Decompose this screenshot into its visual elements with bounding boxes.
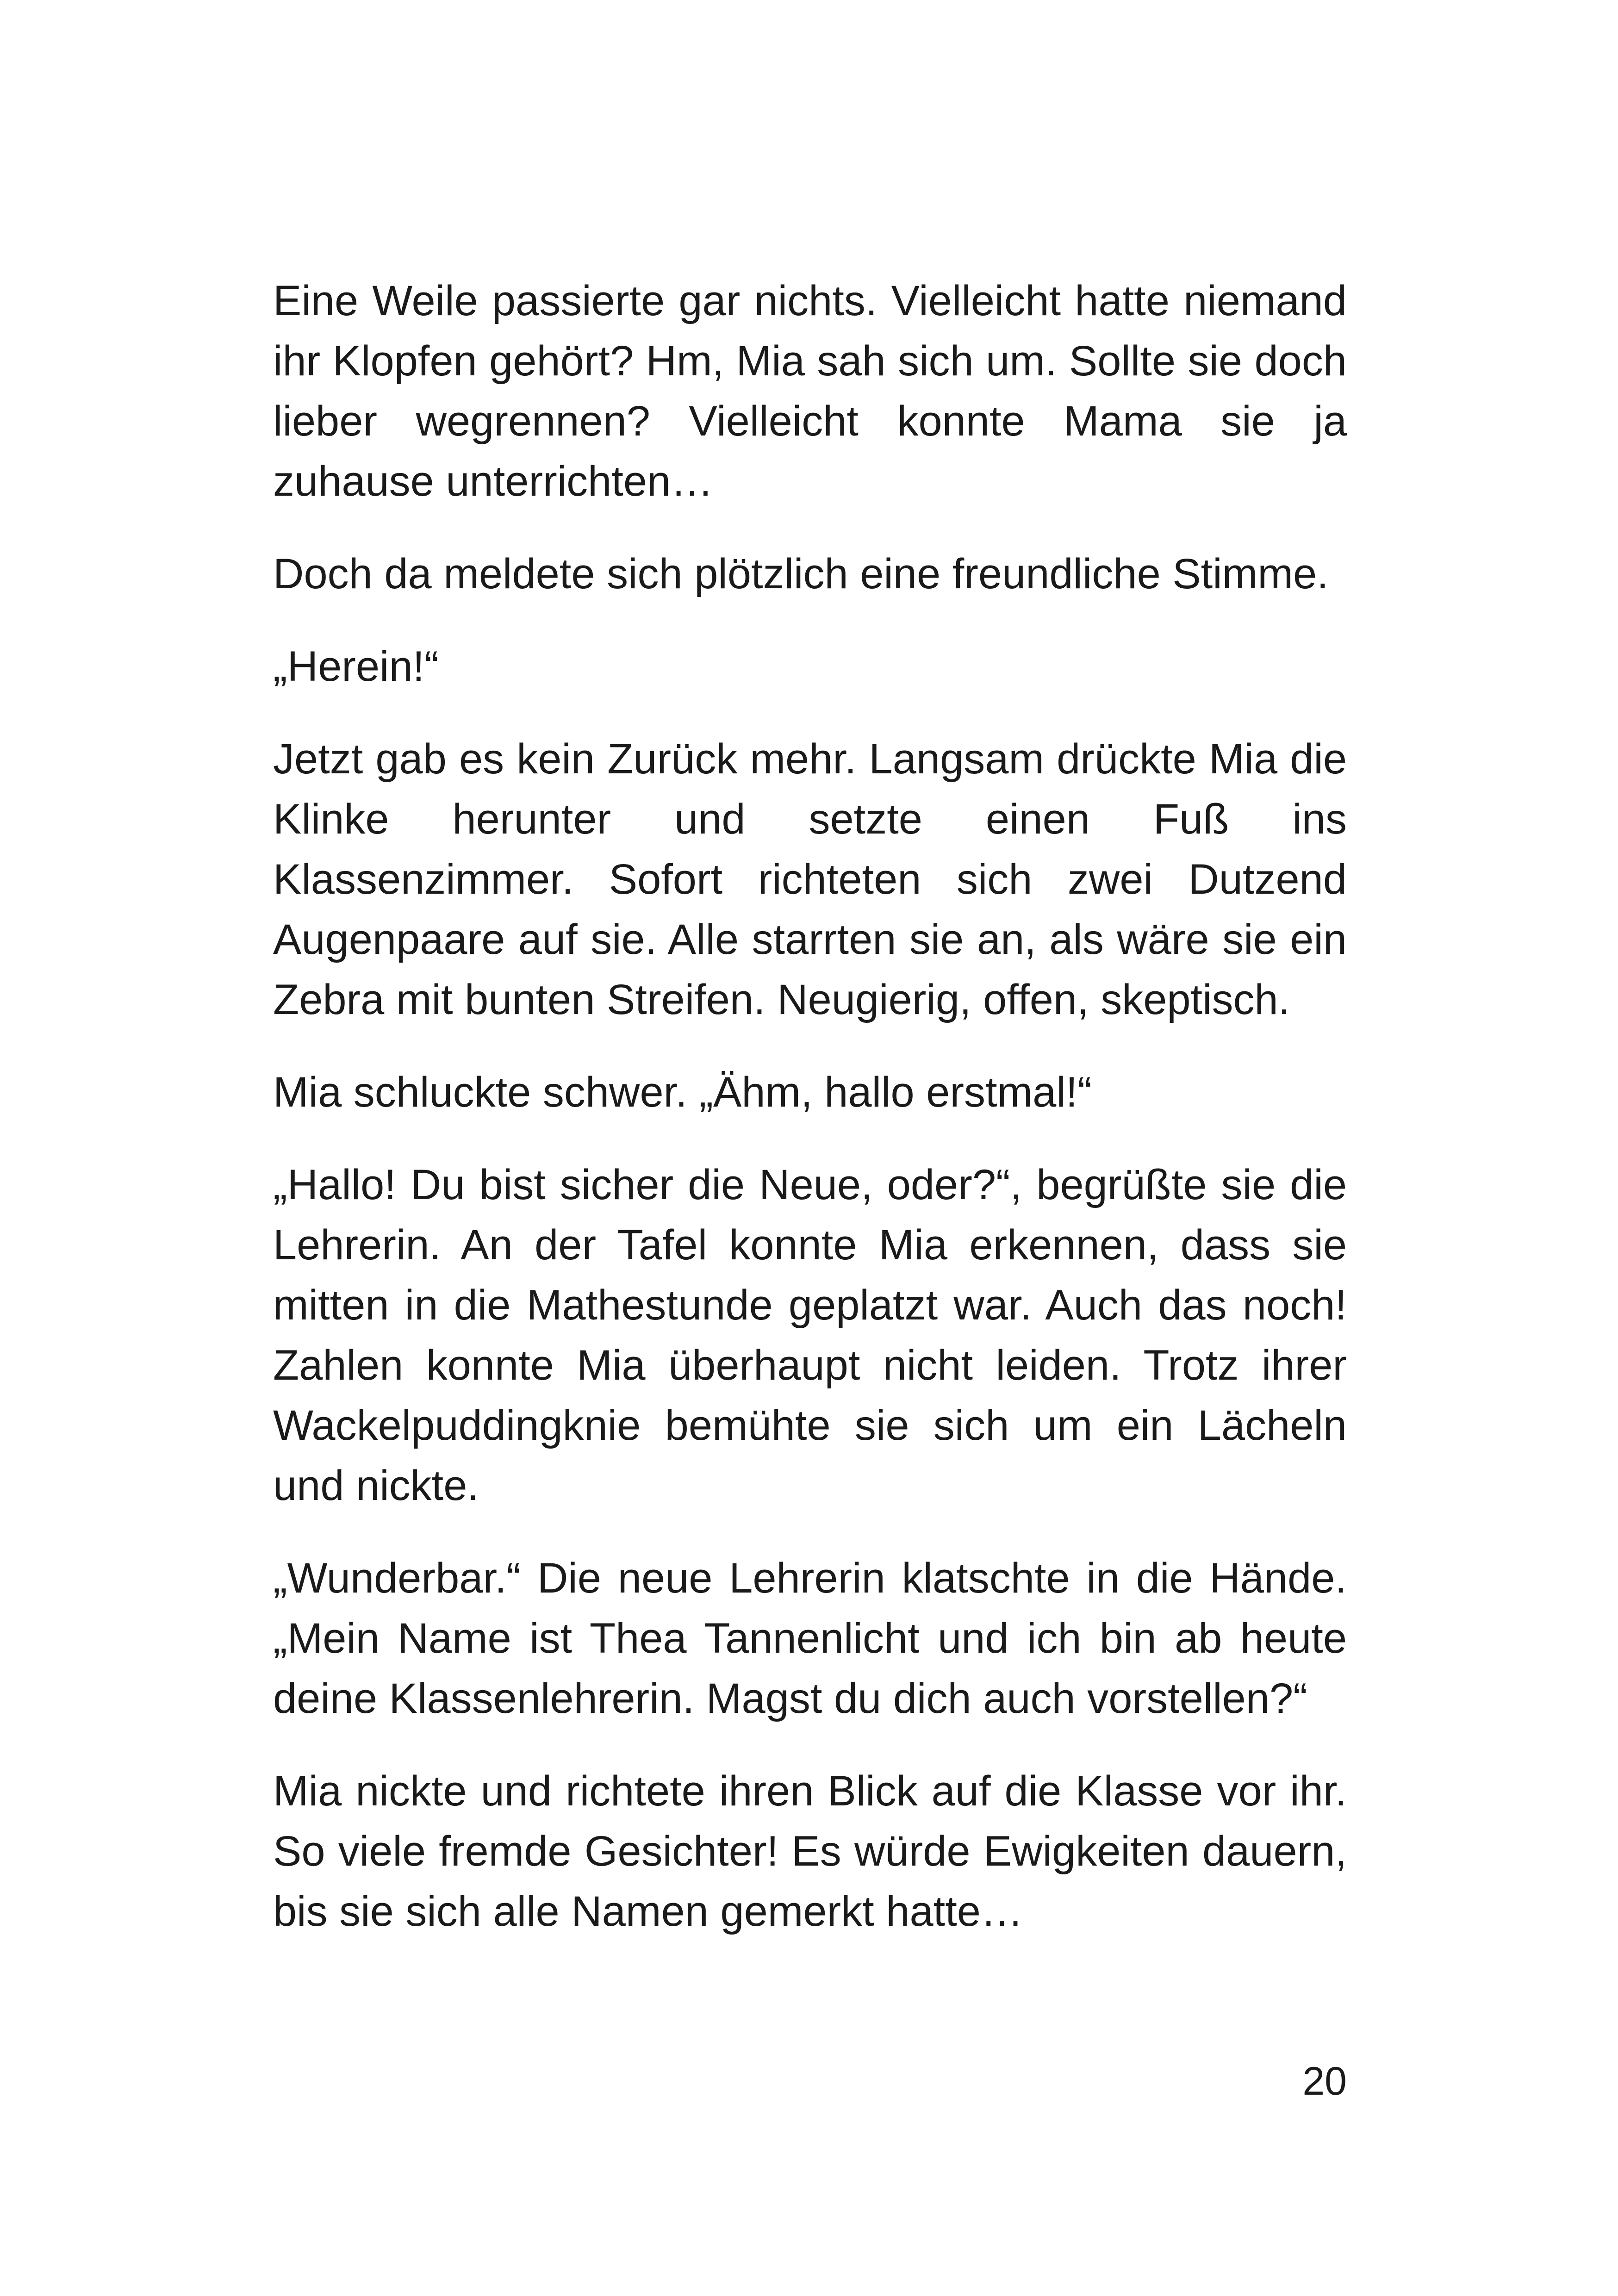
body-text [273,271,1347,1974]
paragraph-2: Doch da meldete sich plötzlich eine freundliche Stimme. [273,550,1329,597]
paragraph-7: „Wunderbar.“ Die neue Lehrerin klatschte in die Hände. „Mein Name ist Thea Tannenlicht und ich bin ab heute deine Klassenlehrerin. Magst du dich auch vorstellen?“ [273,1555,1347,1722]
page-number: 20 [1302,2059,1347,2103]
paragraph-8: Mia nickte und richtete ihren Blick auf die Klasse vor ihr. So viele fremde Gesichter! Es würde Ewigkeiten dauern, bis sie sich alle Namen gemerkt hatte… [273,1767,1347,1935]
paragraph-3: „Herein!“ [273,643,439,690]
paragraph-1: Eine Weile passierte gar nichts. Vielleicht hatte niemand ihr Klopfen gehört? Hm, Mia sah sich um. Sollte sie doch lieber wegrennen? Vielleicht konnte Mama sie ja zuhause unterrichten… [273,277,1347,505]
paragraph-6: „Hallo! Du bist sicher die Neue, oder?“, begrüßte sie die Lehrerin. An der Tafel konnte Mia erkennen, dass sie mitten in die Mathestunde geplatzt war. Auch das noch! Zahlen konnte Mia überhaupt nicht leiden. Trotz ihrer Wackelpuddingknie bemühte sie sich um ein Lächeln und nickte. [273,1161,1347,1509]
paragraph-5: Mia schluckte schwer. „Ähm, hallo erstmal!“ [273,1069,1092,1116]
paragraph-4: Jetzt gab es kein Zurück mehr. Langsam drückte Mia die Klinke herunter und setzte einen Fuß ins Klassenzimmer. Sofort richteten sich zwei Dutzend Augenpaare auf sie. Alle starrten sie an, als wäre sie ein Zebra mit bunten Streifen. Neugierig, offen, skeptisch. [273,735,1347,1023]
